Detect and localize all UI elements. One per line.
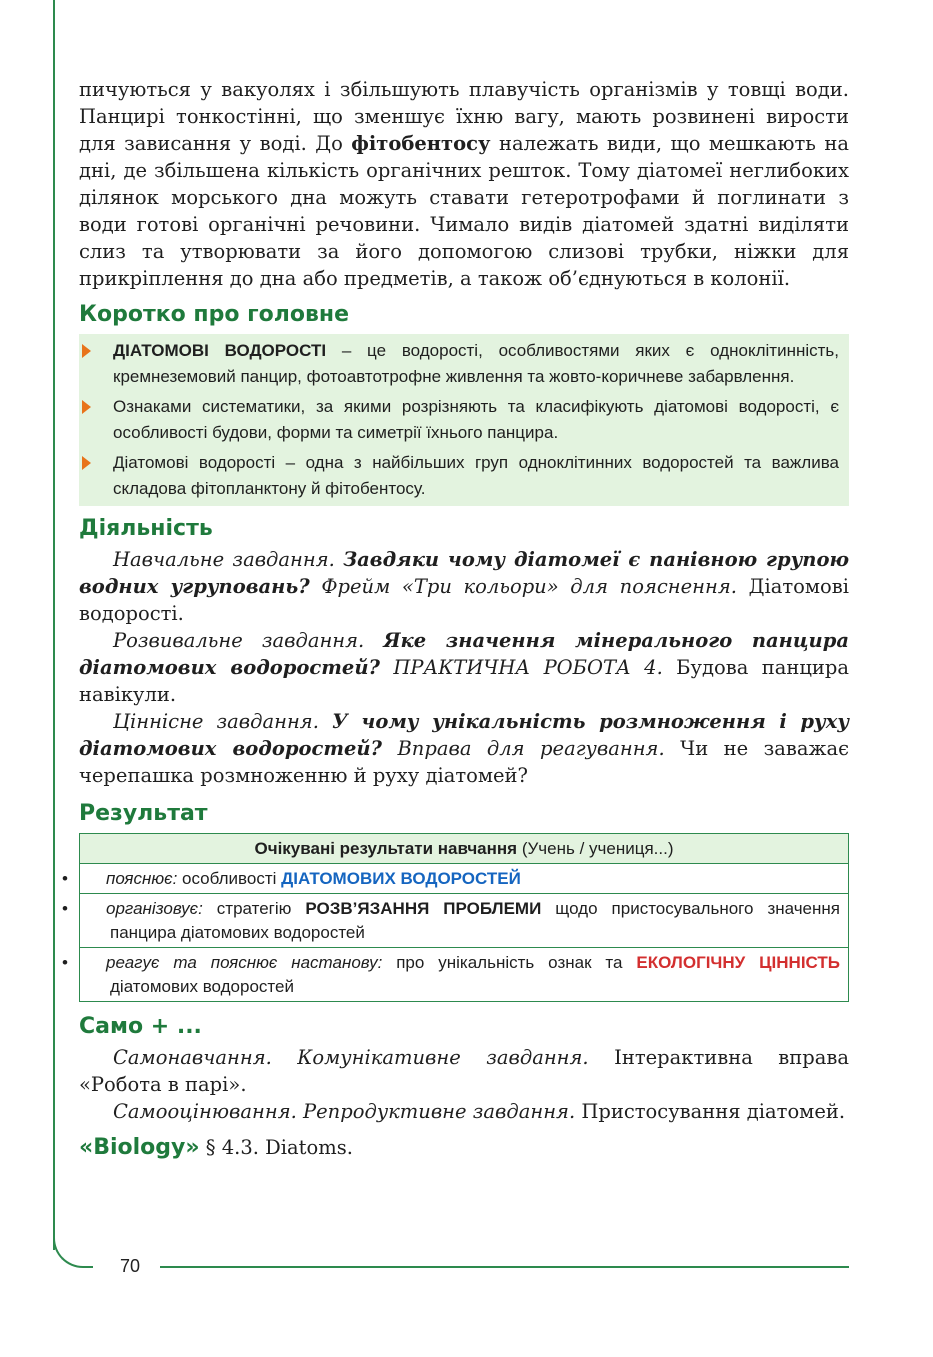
summary-item-text: – це водорості, особливостями яких є одноклітинність, кремнеземовий панцир, фотоавтотрофне живлення та жовто-коричневе забарвлення. [113, 341, 839, 386]
summary-box [79, 334, 849, 506]
task-topic: Діатомові водорості. [79, 575, 849, 625]
intro-term: фітобентосу [351, 132, 491, 155]
task-type: Розвивальне завдання. [113, 629, 384, 652]
table-header [80, 834, 849, 864]
intro-text-2: належать види, що мешкають на дні, де збільшена кількість органічних решток. Тому діатомеї неглибоких ділянок морського дна можуть ставати гетеротрофами й поглинати з води готові органічні речовини. Чимало видів діатомей здатні виділяти слиз та утворювати за його допомогою слизові трубки, ніжки для прикріплення до дна або предметів, а також об’єднуються в колонії. [79, 132, 849, 290]
result-text-rest: діатомових водоростей [110, 977, 294, 996]
intro-text-1: пичуються у вакуолях і збільшують плавучість організмів у товщі води. Панцирі тонкостінні, що зменшує їхню вагу, мають розвинені вирости для зависання у воді. До [79, 78, 849, 155]
bullet-icon: • [62, 899, 68, 918]
task-type: Навчальне завдання. [113, 548, 344, 571]
result-text: про унікальність ознак та [382, 953, 637, 972]
activity-task-2 [79, 627, 849, 708]
task-type: Ціннісне завдання. [113, 710, 332, 733]
result-verb: пояснює: [106, 869, 178, 888]
summary-item [79, 338, 839, 390]
result-text: особливості [177, 869, 282, 888]
page-frame-corner [53, 1228, 93, 1268]
task-question: Яке значення мінерального панцира діатомових водоростей? [79, 629, 849, 679]
result-verb: організовує: [106, 899, 203, 918]
result-verb: реагує та пояснює настанову: [106, 953, 383, 972]
task-method: Фрейм «Три кольори» для пояснення. [309, 575, 737, 598]
activity-task-1 [79, 546, 849, 627]
page-content [62, 76, 850, 1163]
activity-task-3 [79, 708, 849, 789]
result-highlight: РОЗВ’ЯЗАННЯ ПРОБЛЕМИ [305, 899, 542, 918]
biology-title: «Biology» [79, 1135, 200, 1160]
results-table [62, 833, 849, 1002]
summary-item [79, 394, 839, 446]
summary-item-text: Ознаками систематики, за якими розрізняють та класифікують діатомові водорості, є особливості будови, форми та симетрії їхнього панцира. [113, 397, 839, 442]
triangle-bullet-icon [82, 456, 91, 470]
page-frame-line [53, 0, 55, 1250]
table-cell [62, 948, 849, 1002]
table-header-title: Очікувані результати навчання [254, 839, 518, 858]
triangle-bullet-icon [82, 400, 91, 414]
task-topic: Будова панцира навікули. [79, 656, 849, 706]
task-topic: Інтерактивна вправа «Робота в парі». [79, 1046, 849, 1096]
result-text-rest: щодо пристосувального значення панцира діатомових водоростей [110, 899, 840, 942]
task-question: У чому унікальність розмноження і руху діатомових водоростей? [79, 710, 849, 760]
table-cell [62, 894, 849, 948]
task-topic: Пристосування діатомей. [575, 1100, 846, 1123]
task-method: Вправа для реагування. [382, 737, 665, 760]
result-highlight: ЕКОЛОГІЧНУ ЦІННІСТЬ [636, 953, 841, 972]
summary-heading: Коротко про головне [79, 302, 350, 327]
task-type: Самонавчання. Комунікативне завдання. [113, 1046, 589, 1069]
table-cell [62, 864, 849, 894]
biology-text: § 4.3. Diatoms. [199, 1136, 353, 1159]
footer-line [160, 1266, 849, 1268]
task-question: Завдяки чому діатомеї є панівною групою водних угруповань? [79, 548, 849, 598]
bullet-icon: • [62, 869, 68, 888]
table-header-note: (Учень / учениця...) [517, 839, 674, 858]
result-text: стратегію [202, 899, 306, 918]
biology-reference [79, 1133, 849, 1163]
self-task-1 [79, 1044, 849, 1098]
summary-item-text: Діатомові водорості – одна з найбільших груп одноклітинних водоростей та важлива складова фітопланктону й фітобентосу. [113, 453, 839, 498]
table-row [80, 894, 849, 948]
task-topic: Чи не заважає черепашка розмноженню й руху діатомей? [79, 737, 850, 787]
summary-term: ДІАТОМОВІ ВОДОРОСТІ [113, 341, 327, 360]
task-type: Самооцінювання. Репродуктивне завдання. [113, 1100, 576, 1123]
triangle-bullet-icon [82, 344, 91, 358]
table-row [80, 948, 849, 1002]
task-method: ПРАКТИЧНА РОБОТА 4. [379, 656, 663, 679]
intro-paragraph [79, 76, 849, 292]
table-row [80, 864, 849, 894]
summary-item [79, 450, 839, 502]
page-number: 70 [120, 1256, 141, 1276]
result-heading: Результат [79, 801, 208, 826]
result-highlight: ДІАТОМОВИХ ВОДОРОСТЕЙ [281, 869, 521, 888]
activity-heading: Діяльність [79, 516, 213, 541]
self-heading: Само + ... [79, 1014, 202, 1039]
table-header-row [80, 834, 849, 864]
bullet-icon: • [62, 953, 68, 972]
self-task-2 [79, 1098, 849, 1125]
